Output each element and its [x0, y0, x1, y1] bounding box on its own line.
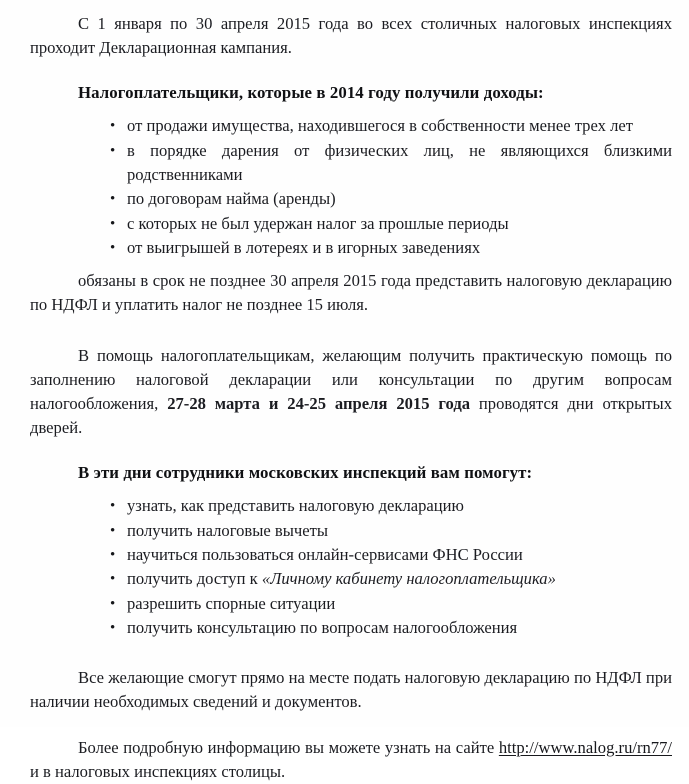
personal-cabinet-emphasis: «Личному кабинету налогоплательщика»: [261, 569, 556, 589]
open-days-text-part-2: проводятся дни открытых дверей.: [30, 394, 672, 438]
intro-paragraph: С 1 января по 30 апреля 2015 года во всех столичных налоговых инспекциях проходит Декларационная кампания.: [30, 14, 672, 58]
income-sources-list: [30, 114, 672, 260]
open-days-text-part-1: В помощь налогоплательщикам, желающим получить практическую помощь по заполнению налоговой декларации или консультации по другим вопросам налогообложения,: [30, 345, 672, 413]
more-info-text-part-2: и в налоговых инспекциях столицы.: [30, 761, 286, 781]
spacer: [30, 318, 672, 344]
more-info-paragraph: [30, 736, 672, 784]
spacer: [30, 105, 672, 114]
spacer: [30, 640, 672, 666]
list-item: [30, 212, 672, 236]
bullet-icon: •: [110, 191, 116, 208]
bullet-icon: •: [110, 215, 116, 232]
nalog-website-link[interactable]: http://www.nalog.ru/rn77/: [498, 737, 672, 757]
spacer: [30, 715, 672, 736]
open-days-paragraph: [30, 344, 672, 441]
list-item: [30, 187, 672, 211]
list-item: [30, 616, 672, 640]
list-item-label: по договорам найма (аренды): [127, 189, 336, 209]
bullet-icon: •: [110, 498, 116, 515]
spacer: [30, 485, 672, 494]
list-item-label: от продажи имущества, находившегося в собственности менее трех лет: [127, 116, 633, 136]
bullet-icon: •: [110, 547, 116, 563]
list-item: [30, 567, 672, 591]
list-item-label: с которых не был удержан налог за прошлые периоды: [127, 213, 509, 233]
bullet-icon: •: [110, 522, 116, 539]
list-item-label: в порядке дарения от физических лиц, не являющихся близкими родственниками: [127, 140, 672, 184]
list-item-label: узнать, как представить налоговую декларацию: [127, 496, 464, 516]
more-info-text-part-1: Более подробную информацию вы можете узнать на сайте: [78, 737, 499, 757]
bullet-icon: •: [110, 571, 116, 588]
list-item: [30, 494, 672, 518]
open-days-dates: 27-28 марта и 24-25 апреля 2015 года: [167, 394, 471, 413]
bullet-icon: •: [110, 619, 116, 636]
list-item-label: получить налоговые вычеты: [127, 520, 328, 540]
bullet-icon: •: [110, 595, 116, 612]
obligation-paragraph: обязаны в срок не позднее 30 апреля 2015 года представить налоговую декларацию по НДФЛ и уплатить налог не позднее 15 июля.: [30, 271, 672, 315]
list-item-label: от выигрышей в лотереях и в игорных заведениях: [127, 237, 481, 257]
list-item-label: получить доступ к: [127, 569, 262, 589]
spacer: [30, 260, 672, 269]
list-item: [30, 139, 672, 188]
list-item: [30, 114, 672, 138]
list-item: [30, 519, 672, 543]
heading-taxpayers-2014: Налогоплательщики, которые в 2014 году получили доходы:: [78, 83, 544, 103]
spacer: [30, 60, 672, 81]
bullet-icon: •: [110, 142, 116, 159]
list-item: [30, 543, 672, 567]
spacer: [30, 440, 672, 461]
bullet-icon: •: [110, 118, 116, 135]
heading-inspector-help: В эти дни сотрудники московских инспекций вам помогут:: [78, 463, 533, 483]
services-list: [30, 494, 672, 640]
list-item-label: разрешить спорные ситуации: [127, 593, 336, 613]
list-item: [30, 592, 672, 616]
bullet-icon: •: [110, 239, 116, 256]
list-item: [30, 236, 672, 260]
list-item-label: научиться пользоваться онлайн-сервисами ФНС России: [127, 545, 523, 564]
list-item-label: получить консультацию по вопросам налогообложения: [127, 617, 518, 637]
on-site-paragraph: Все желающие смогут прямо на месте подать налоговую декларацию по НДФЛ при наличии необходимых сведений и документов.: [30, 668, 672, 712]
